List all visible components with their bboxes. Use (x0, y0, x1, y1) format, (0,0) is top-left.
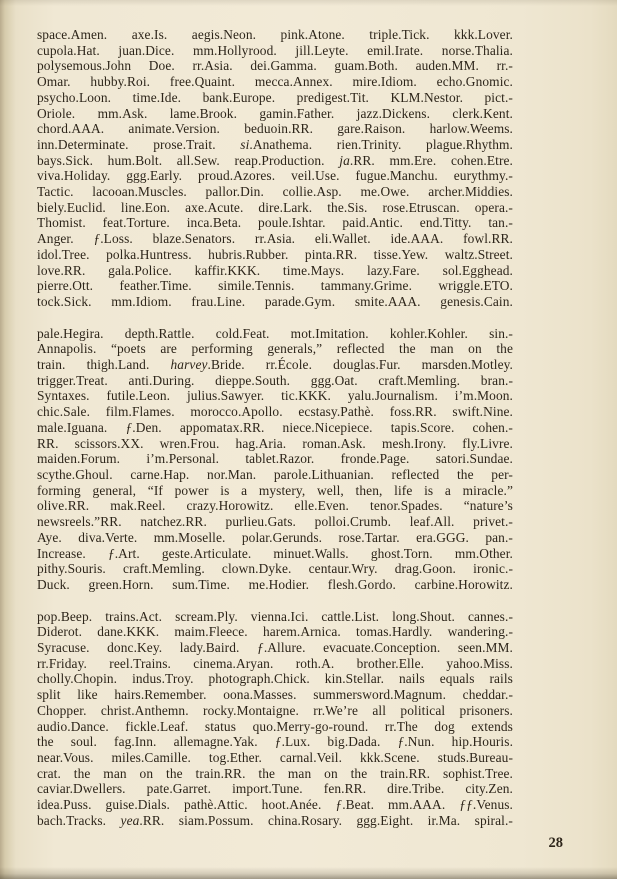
text-line: chic.Sale. film.Flames. morocco.Apollo. ecstasy.Pathè. foss.RR. swift.Nine. (37, 404, 513, 420)
text-line: rr.Friday. reel.Trains. cinema.Aryan. roth.A. brother.Elle. yahoo.Miss. (37, 655, 513, 671)
text-line: viva.Holiday. ggg.Early. proud.Azores. veil.Use. fugue.Manchu. eurythmy.- (37, 168, 513, 184)
text-line: Anger. ƒ.Loss. blaze.Senators. rr.Asia. eli.Wallet. ide.AAA. fowl.RR. (37, 231, 513, 247)
text-line: Oriole. mm.Ask. lame.Brook. gamin.Father. jazz.Dickens. clerk.Kent. (37, 105, 513, 121)
text-line: trigger.Treat. anti.During. dieppe.South. ggg.Oat. craft.Memling. bran.- (37, 372, 513, 388)
text-line: Chopper. christ.Anthemn. rocky.Montaigne. rr.We’re all political prisoners. (37, 702, 513, 718)
text-line: Duck. green.Horn. sum.Time. me.Hodier. flesh.Gordo. carbine.Horowitz. (37, 576, 513, 592)
text-line: biely.Euclid. line.Eon. axe.Acute. dire.Lark. the.Sis. rose.Etruscan. opera.- (37, 199, 513, 215)
text-line: the soul. fag.Inn. allemagne.Yak. ƒ.Lux. big.Dada. ƒ.Nun. hip.Houris. (37, 734, 514, 750)
text-line: caviar.Dwellers. pate.Garret. import.Tune. fen.RR. dire.Tribe. city.Zen. (37, 781, 513, 797)
text-line: Omar. hubby.Roi. free.Quaint. mecca.Annex. mire.Idiom. echo.Gnomic. (37, 74, 513, 90)
text-line: pithy.Souris. craft.Memling. clown.Dyke. centaur.Wry. drag.Goon. ironic.- (37, 561, 513, 577)
text-line: chord.AAA. animate.Version. beduoin.RR. gare.Raison. harlow.Weems. (37, 121, 513, 137)
text-line: psycho.Loon. time.Ide. bank.Europe. predigest.Tit. KLM.Nestor. pict.- (37, 89, 513, 105)
text-line: idea.Puss. guise.Dials. pathè.Attic. hoot.Anée. ƒ.Beat. mm.AAA. ƒƒ.Venus. (37, 797, 514, 813)
text-line: olive.RR. mak.Reel. crazy.Horowitz. elle.Even. tenor.Spades. “nature’s (37, 498, 513, 514)
text-line: polysemous.John Doe. rr.Asia. dei.Gamma. guam.Both. auden.MM. rr.- (37, 58, 513, 74)
text-line: split like hairs.Remember. oona.Masses. summersword.Magnum. cheddar.- (37, 687, 513, 703)
text-line: RR. scissors.XX. wren.Frou. hag.Aria. roman.Ask. mesh.Irony. fly.Livre. (37, 435, 513, 451)
text-line: Increase. ƒ.Art. geste.Articulate. minuet.Walls. ghost.Torn. mm.Other. (37, 545, 513, 561)
text-line: scythe.Ghoul. carne.Hap. nor.Man. parole.Lithuanian. reflected the per- (37, 466, 513, 482)
text-line: love.RR. gala.Police. kaffir.KKK. time.Mays. lazy.Fare. sol.Egghead. (37, 262, 513, 278)
text-line: near.Vous. miles.Camille. tog.Ether. carnal.Veil. kkk.Scene. studs.Bureau- (37, 749, 513, 765)
text-line: pierre.Ott. feather.Time. simile.Tennis. tammany.Grime. wriggle.ETO. (37, 278, 513, 294)
text-line: Annapolis. “poets are performing generals,” reflected the man on the (37, 341, 513, 357)
text-line: bays.Sick. hum.Bolt. all.Sew. reap.Production. ja.RR. mm.Ere. cohen.Etre. (37, 152, 514, 168)
text-line: inn.Determinate. prose.Trait. si.Anathema. rien.Trinity. plague.Rhythm. (37, 136, 513, 152)
text-line: Thomist. feat.Torture. inca.Beta. poule.Ishtar. paid.Antic. end.Titty. tan.- (37, 215, 513, 231)
text-line: male.Iguana. ƒ.Den. appomatax.RR. niece.Nicepiece. tapis.Score. cohen.- (37, 419, 513, 435)
text-line: train. thigh.Land. harvey.Bride. rr.École. douglas.Fur. marsden.Motley. (37, 357, 513, 373)
text-line: pop.Beep. trains.Act. scream.Ply. vienna.Ici. cattle.List. long.Shout. cannes.- (37, 608, 513, 624)
page-number: 28 (548, 835, 563, 851)
text-line: pale.Hegira. depth.Rattle. cold.Feat. mot.Imitation. kohler.Kohler. sin.- (37, 325, 513, 341)
page-bottom-edge-shadow (0, 867, 617, 879)
paragraph-3 (37, 609, 513, 829)
text-line: tock.Sick. mm.Idiom. frau.Line. parade.Gym. smite.AAA. genesis.Cain. (37, 293, 513, 309)
text-line: audio.Dance. fickle.Leaf. status quo.Merry-go-round. rr.The dog extends (37, 718, 513, 734)
text-line: Syracuse. donc.Key. lady.Baird. ƒ.Allure. evacuate.Conception. seen.MM. (37, 640, 513, 656)
text-line: space.Amen. axe.Is. aegis.Neon. pink.Atone. triple.Tick. kkk.Lover. (37, 27, 513, 42)
text-line: Aye. diva.Verte. mm.Moselle. polar.Gerunds. rose.Tartar. era.GGG. pan.- (37, 529, 513, 545)
page-top-edge-shadow (0, 0, 617, 6)
text-line: bach.Tracks. yea.RR. siam.Possum. china.Rosary. ggg.Eight. ir.Ma. spiral.- (37, 812, 513, 828)
paragraph-1 (37, 27, 513, 310)
text-line: forming general, “If power is a mystery, well, then, life is a miracle.” (37, 482, 513, 498)
text-line: cholly.Chopin. indus.Troy. photograph.Chick. kin.Stellar. nails equals rails (37, 671, 513, 687)
text-line: crat. the man on the train.RR. the man on the train.RR. sophist.Tree. (37, 765, 513, 781)
text-line: Diderot. dane.KKK. maim.Fleece. harem.Arnica. tomas.Hardly. wandering.- (37, 624, 513, 640)
text-block (37, 27, 513, 828)
text-line: idol.Tree. polka.Huntress. hubris.Rubber. pinta.RR. tisse.Yew. waltz.Street. (37, 246, 513, 262)
text-line: cupola.Hat. juan.Dice. mm.Hollyrood. jill.Leyte. emil.Irate. norse.Thalia. (37, 42, 513, 58)
text-line: newsreels.”RR. natchez.RR. purlieu.Gats. polloi.Crumb. leaf.All. privet.- (37, 514, 513, 530)
text-line: Tactic. lacooan.Muscles. pallor.Din. collie.Asp. me.Owe. archer.Middies. (37, 184, 513, 200)
paragraph-2 (37, 326, 513, 593)
text-line: maiden.Forum. i’m.Personal. tablet.Razor. fronde.Page. satori.Sundae. (37, 451, 513, 467)
text-line: Syntaxes. futile.Leon. julius.Sawyer. tic.KKK. yalu.Journalism. i’m.Moon. (37, 388, 513, 404)
